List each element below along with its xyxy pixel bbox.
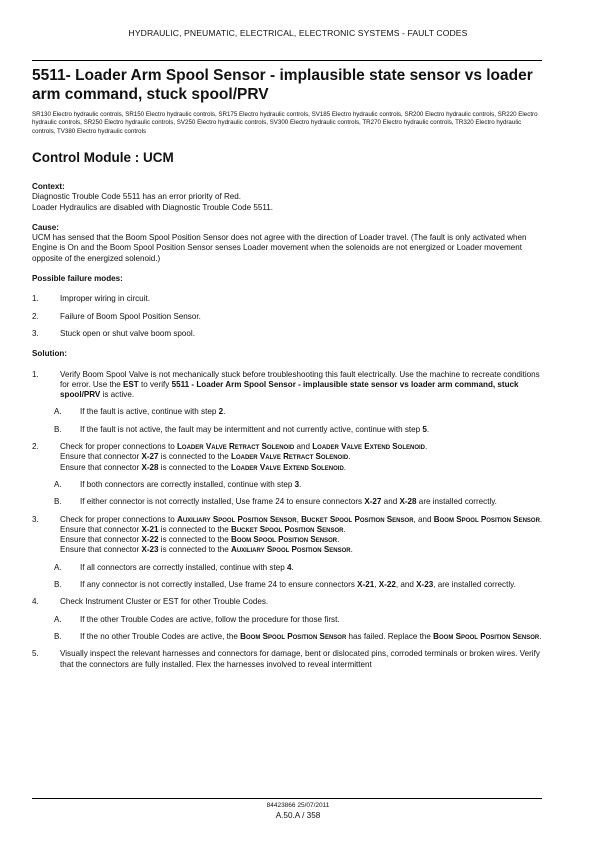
failure-modes-label: Possible failure modes:: [32, 274, 123, 284]
solution-substep: B. If any connector is not correctly installed, Use frame 24 to ensure connectors X-21, X-22, and X-23, are installed correctly.: [54, 580, 516, 590]
applicable-models: SR130 Electro hydraulic controls, SR150 Electro hydraulic controls, SR175 Electro hydraulic controls, SV185 Electro hydraulic controls, SR200 Electro hydraulic controls, SR220 Electro hydraulic controls, SR250 Electro hydraulic controls, SV250 Electro hydraulic controls, SV300 Electro hydraulic controls, TR270 Electro hydraulic controls, TR320 Electro hydraulic controls, TV380 Electro hydraulic controls: [32, 111, 538, 135]
solution-label: Solution:: [32, 349, 68, 359]
context-line: Loader Hydraulics are disabled with Diagnostic Trouble Code 5511.: [32, 202, 274, 212]
solution-step: 1. Verify Boom Spool Valve is not mechanically stuck before troubleshooting this fault electrically. Use the machine to recreate conditions for error. Use the EST to verify 5511 - Loader Arm Spool Sensor - implausible state sensor vs loader arm command, stuck spool/PRV is active.: [32, 369, 540, 400]
solution-substep: A. If all connectors are correctly installed, continue with step 4.: [54, 562, 294, 572]
failure-mode-item: 1. Improper wiring in circuit.: [32, 294, 150, 304]
solution-substep: A. If both connectors are correctly installed, continue with step 3.: [54, 479, 302, 489]
context-line: Diagnostic Trouble Code 5511 has an error priority of Red.: [32, 192, 242, 202]
solution-step: 5. Visually inspect the relevant harnesses and connectors for damage, bent or dislocated pins, corroded terminals or broken wires. Verify that the connectors are fully installed. Flex the harnesses involved to reveal intermittent: [32, 649, 540, 669]
solution-step: 4. Check Instrument Cluster or EST for other Trouble Codes.: [32, 597, 269, 607]
running-header: HYDRAULIC, PNEUMATIC, ELECTRICAL, ELECTRONIC SYSTEMS - FAULT CODES: [128, 28, 468, 38]
bottom-divider: [32, 798, 542, 799]
context-label: Context:: [32, 182, 65, 191]
cause-label: Cause:: [32, 222, 59, 232]
page-title: 5511- Loader Arm Spool Sensor - implausible state sensor vs loader arm command, stuck spool/PRV: [32, 67, 533, 103]
footer-page-number: A.50.A / 358: [275, 811, 321, 820]
solution-substep: B. If the no other Trouble Codes are active, the Boom Spool Position Sensor has failed. Replace the Boom Spool Position Sensor.: [54, 631, 542, 641]
footer-doc-number: 84423866 25/07/2011: [266, 802, 330, 809]
document-body: [32, 182, 544, 670]
solution-step: 2. Check for proper connections to Loader Valve Retract Solenoid and Loader Valve Extend Solenoid. Ensure that connector X-27 is connected to the Loader Valve Retract Solenoid. Ensure that connector X-28 is connected to the Loader Valve Extend Solenoid.: [32, 442, 428, 472]
failure-mode-item: 2. Failure of Boom Spool Position Sensor.: [32, 311, 201, 321]
top-divider: [32, 60, 542, 61]
solution-step: 3. Check for proper connections to Auxiliary Spool Position Sensor, Bucket Spool Position Sensor, and Boom Spool Position Sensor. Ensure that connector X-21 is connected to the Bucket Spool Position Sensor. Ensure that connector X-22 is connected to the Boom Spool Position Sensor. Ensure that connector X-23 is connected to the Auxiliary Spool Position Sensor.: [32, 514, 543, 555]
control-module-heading: Control Module : UCM: [32, 150, 174, 165]
solution-substep: A. If the fault is active, continue with step 2.: [54, 407, 226, 417]
solution-substep: B. If either connector is not correctly installed, Use frame 24 to ensure connectors X-27 and X-28 are installed correctly.: [54, 497, 497, 507]
solution-substep: B. If the fault is not active, the fault may be intermittent and not currently active, continue with step 5.: [54, 424, 430, 434]
failure-mode-item: 3. Stuck open or shut valve boom spool.: [32, 328, 195, 338]
cause-text: UCM has sensed that the Boom Spool Position Sensor does not agree with the direction of Loader travel. (The fault is only activated when Engine is On and the Boom Spool Position Sensor senses Loader movement when the solenoids are not energized or Loader movement opposite of the energized solenoid.): [32, 233, 527, 263]
solution-substep: A. If the other Trouble Codes are active, follow the procedure for those first.: [54, 614, 340, 624]
